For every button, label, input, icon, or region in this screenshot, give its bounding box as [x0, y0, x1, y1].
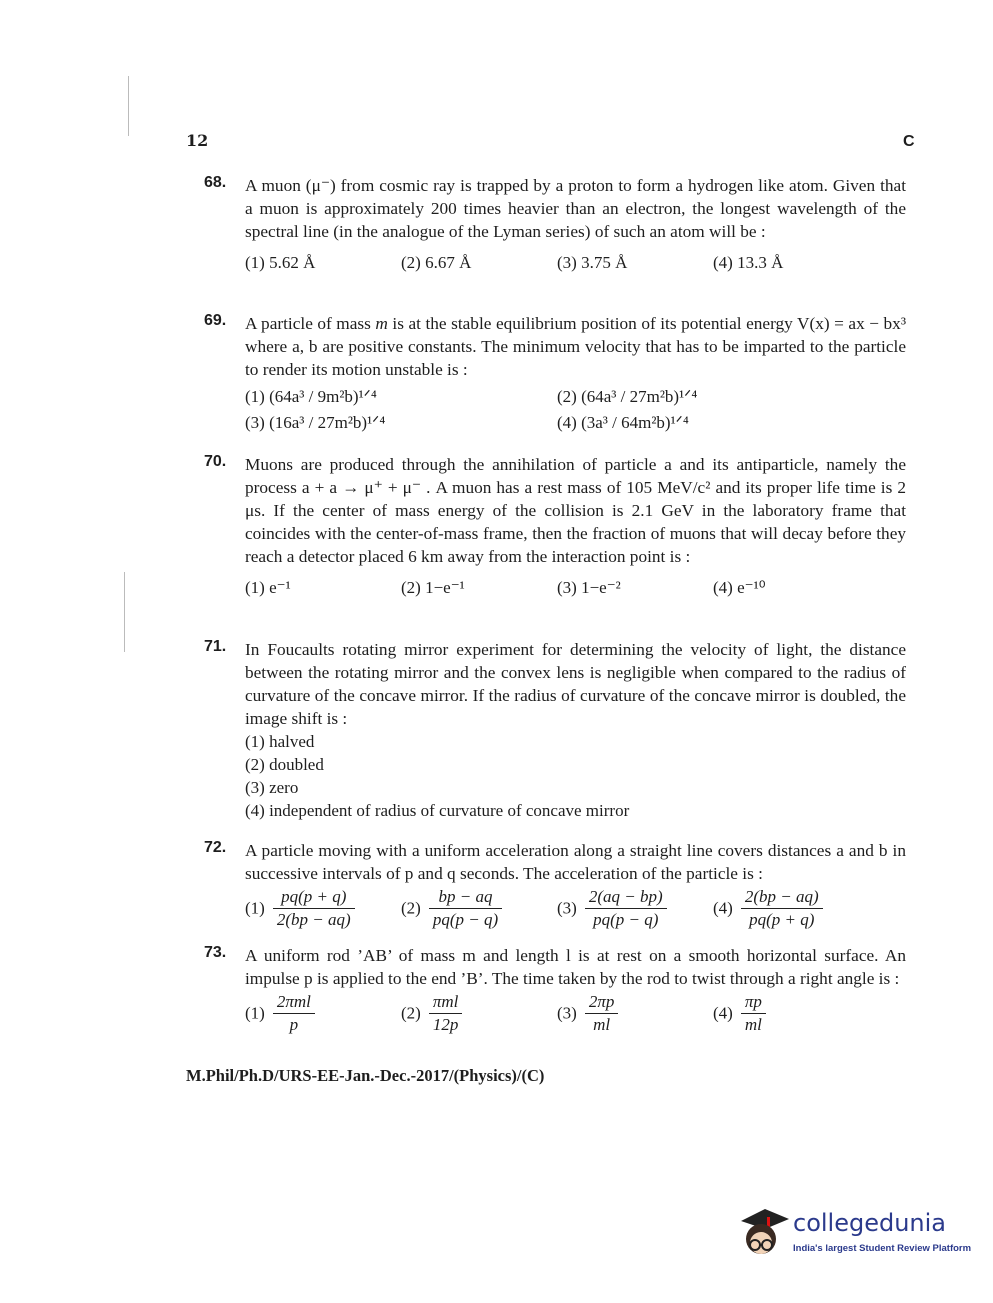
question-text: Muons are produced through the annihilation of particle a and its antiparticle, namely the process a + a → μ⁺ + μ⁻ . A muon has a rest mass of 105 MeV/c² and its proper life time is 2 μs. If the center of mass energy of the collision is 2.1 GeV in the laboratory frame that coincides with the center-of-mass frame, then the fraction of muons that will decay before they reach a detector placed 6 km away from the interaction point is : — [245, 455, 906, 566]
question-68 — [204, 174, 906, 279]
option-1: (1) halved — [245, 732, 315, 751]
question-number: 69. — [204, 312, 227, 329]
option-4: (4) (3a³ / 64m²b)¹ᐟ⁴ — [557, 413, 689, 432]
options-row — [245, 578, 906, 604]
option-2: (2) 6.67 Å — [401, 253, 472, 272]
option-1: (1) 5.62 Å — [245, 253, 316, 272]
question-number: 72. — [204, 839, 227, 856]
question-number: 73. — [204, 944, 227, 961]
numerator: πp — [741, 992, 766, 1014]
denominator: p — [289, 1015, 299, 1034]
option-4: (4) 13.3 Å — [713, 253, 784, 272]
denominator: ml — [744, 1015, 762, 1034]
numerator: 2(bp − aq) — [741, 887, 823, 909]
question-number: 70. — [204, 453, 227, 470]
question-text: A uniform rod ’AB’ of mass m and length l is at rest on a smooth horizontal surface. An impulse p is applied to the end ’B’. The time taken by the rod to twist through a right angle is : — [245, 946, 906, 988]
option-4: (4) $\frac{\pi p}{ml}$ — [713, 992, 766, 1035]
option-3: (3) 3.75 Å — [557, 253, 628, 272]
paper-code-footer: M.Phil/Ph.D/URS-EE-Jan.-Dec.-2017/(Physics)/(C) — [186, 1066, 545, 1085]
options-row — [245, 413, 906, 439]
option-2: (2) $\frac{\text{πml}}{12p}$ — [401, 992, 462, 1035]
denominator: pq(p + q) — [749, 910, 815, 929]
question-text: A particle of mass m is at the stable equilibrium position of its potential energy V(x) = ax − bx³ where a, b are positive constants. The minimum velocity that has to be imparted to the particle to render its motion unstable is : — [245, 314, 907, 379]
numerator: 2πml — [273, 992, 315, 1014]
option-1: (1) (64a³ / 9m²b)¹ᐟ⁴ — [245, 387, 377, 406]
option-2: (2) $\frac{bp - aq}{pq(p - q)}$ — [401, 887, 502, 930]
scan-mark — [128, 76, 129, 136]
denominator: 2(bp − aq) — [276, 910, 351, 929]
option-3: (3) zero — [245, 778, 299, 797]
denominator: pq(p − q) — [432, 910, 499, 929]
option-1: (1) e⁻¹ — [245, 578, 291, 597]
option-2: (2) doubled — [245, 755, 324, 774]
option-1: (1) $\frac{pq(p + q)}{2(bp - aq)}$ — [245, 887, 355, 930]
question-73 — [204, 944, 906, 1042]
option-3: (3) $\frac{2\pi p}{ml}$ — [557, 992, 618, 1035]
option-4: (4) independent of radius of curvature of concave mirror — [245, 801, 630, 820]
brand-tagline: India's largest Student Review Platform — [793, 1243, 972, 1254]
numerator: bp − aq — [429, 887, 502, 909]
question-72 — [204, 839, 906, 937]
question-number: 71. — [204, 638, 227, 655]
denominator: pq(p − q) — [593, 910, 659, 929]
option-4: (4) e⁻¹⁰ — [713, 578, 766, 597]
question-70 — [204, 453, 906, 604]
options-row — [245, 387, 906, 413]
question-text: In Foucaults rotating mirror experiment for determining the velocity of light, the distance between the rotating mirror and the convex lens is negligible when compared to the radius of curvature of the concave mirror. If the radius of curvature of the concave mirror is doubled, the image shift is : — [245, 640, 906, 728]
numerator: 2(aq − bp) — [585, 887, 667, 909]
numerator: πml — [429, 992, 463, 1014]
question-text: A particle moving with a uniform acceleration along a straight line covers distances a and b in successive intervals of p and q seconds. The acceleration of the particle is : — [245, 841, 906, 883]
page-number: 12 — [186, 131, 209, 150]
option-3: (3) 1−e⁻² — [557, 578, 621, 597]
option-3: (3) $\frac{2(aq - bp)}{pq(p - q)}$ — [557, 887, 667, 930]
numerator: 2πp — [585, 992, 619, 1014]
options-list — [245, 730, 906, 822]
question-number: 68. — [204, 174, 227, 191]
question-71 — [204, 638, 906, 822]
question-69 — [204, 312, 906, 439]
mascot-icon — [735, 1203, 791, 1267]
options-row — [245, 992, 906, 1042]
option-1: (1) $\frac{\text{2πml}}{p}$ — [245, 992, 315, 1035]
option-2: (2) 1−e⁻¹ — [401, 578, 465, 597]
question-text: A muon (μ⁻) from cosmic ray is trapped by a proton to form a hydrogen like atom. Given that a muon is approximately 200 times heavier than an electron, the longest wavelength of the spectral line (in the analogue of the Lyman series) of such an atom will be : — [245, 176, 906, 241]
option-2: (2) (64a³ / 27m²b)¹ᐟ⁴ — [557, 387, 698, 406]
options-row — [245, 887, 906, 937]
option-4: (4) $\frac{2(bp - aq)}{pq(p + q)}$ — [713, 887, 823, 930]
option-3: (3) (16a³ / 27m²b)¹ᐟ⁴ — [245, 413, 386, 432]
collegedunia-watermark — [735, 1203, 972, 1273]
brand-name: collegedunia — [793, 1209, 947, 1237]
options-row — [245, 253, 906, 279]
numerator: pq(p + q) — [273, 887, 355, 909]
set-code: C — [903, 133, 915, 150]
denominator: 12p — [432, 1015, 459, 1034]
scan-mark — [124, 572, 125, 652]
denominator: ml — [593, 1015, 611, 1034]
